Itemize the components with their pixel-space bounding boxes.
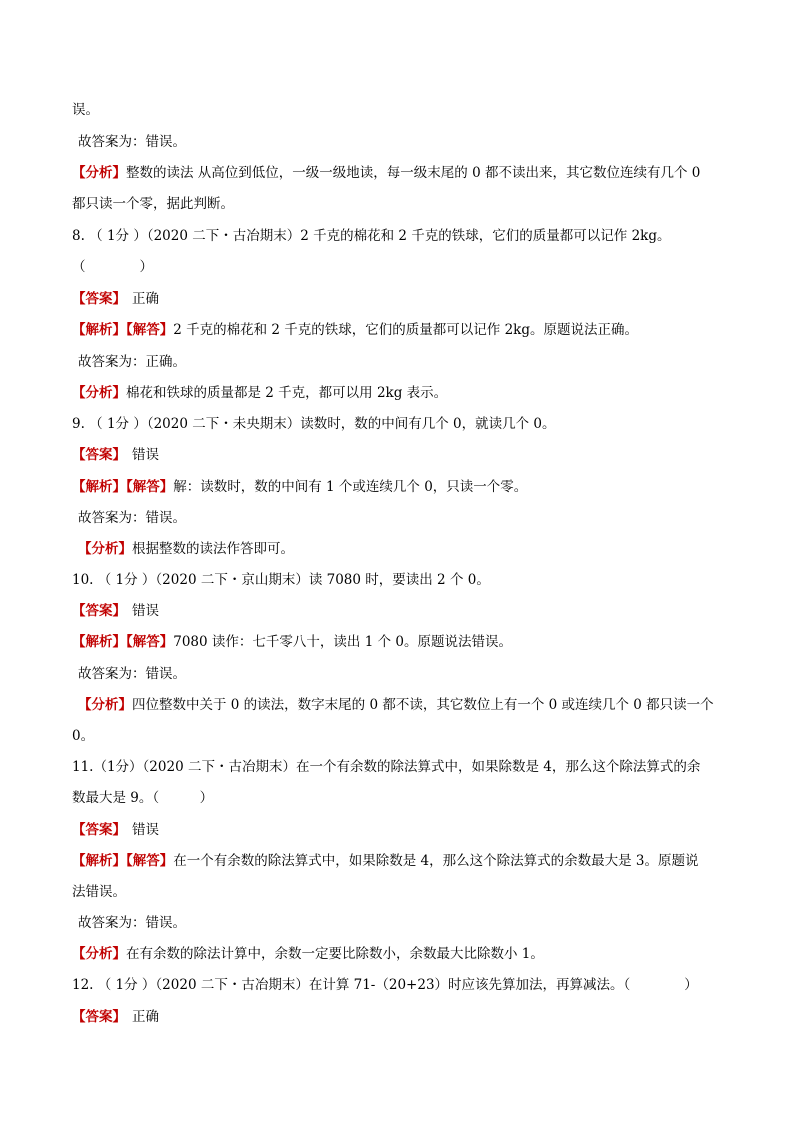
question-12: 12. （ 1分 ）（2020 二下・古冶期末）在计算 71-（20+23）时应该先算加法，再算减法。（ ） bbox=[72, 977, 698, 993]
answer-value: 正确 bbox=[132, 291, 159, 307]
question-11-solution bbox=[72, 852, 728, 872]
analysis-tag: 【分析】 bbox=[78, 541, 132, 557]
solution-tag: 【解析】【解答】 bbox=[72, 853, 174, 869]
analysis-text: 整数的读法 从高位到低位，一级一级地读，每一级末尾的 0 都不读出来，其它数位连续有几个 0 bbox=[126, 165, 701, 181]
solution-text: 解：读数时，数的中间有 1 个或连续几个 0，只读一个零。 bbox=[173, 479, 528, 495]
solution-tag: 【解析】【解答】 bbox=[72, 322, 174, 338]
analysis-tag: 【分析】 bbox=[72, 165, 126, 181]
text-line: 0。 bbox=[72, 728, 95, 744]
question-9-analysis bbox=[78, 540, 734, 560]
question-9-solution bbox=[72, 478, 728, 498]
question-11-cont: 数最大是 9。（ ） bbox=[72, 790, 214, 806]
question-11-final: 故答案为：错误。 bbox=[78, 915, 186, 931]
analysis-line bbox=[72, 164, 728, 184]
question-8-solution bbox=[72, 321, 728, 341]
answer-tag: 【答案】 bbox=[72, 603, 126, 619]
answer-value: 错误 bbox=[132, 822, 159, 838]
question-11: 11.（1分）（2020 二下・古冶期末）在一个有余数的除法算式中，如果除数是 4，那么这个除法算式的余 bbox=[72, 759, 701, 775]
analysis-text: 棉花和铁球的质量都是 2 千克，都可以用 2kg 表示。 bbox=[126, 385, 448, 401]
solution-text: 7080 读作：七千零八十，读出 1 个 0。原题说法错误。 bbox=[173, 634, 512, 650]
answer-value: 错误 bbox=[132, 603, 159, 619]
solution-text: 在一个有余数的除法算式中，如果除数是 4，那么这个除法算式的余数最大是 3。原题说 bbox=[173, 853, 699, 869]
question-8-answer bbox=[72, 290, 728, 310]
answer-tag: 【答案】 bbox=[72, 291, 126, 307]
analysis-tag: 【分析】 bbox=[72, 946, 126, 962]
question-8-final: 故答案为：正确。 bbox=[78, 354, 186, 370]
text-line: 法错误。 bbox=[72, 884, 126, 900]
analysis-text: 四位整数中关于 0 的读法，数字末尾的 0 都不读，其它数位上有一个 0 或连续几个 0 都只读一个 bbox=[132, 697, 714, 713]
solution-text: 2 千克的棉花和 2 千克的铁球，它们的质量都可以记作 2kg。原题说法正确。 bbox=[173, 322, 639, 338]
question-9-answer bbox=[72, 446, 728, 466]
question-8-analysis bbox=[72, 384, 728, 404]
answer-tag: 【答案】 bbox=[72, 447, 126, 463]
question-11-analysis bbox=[72, 945, 728, 965]
question-8: 8. （ 1分 ）（2020 二下・古冶期末）2 千克的棉花和 2 千克的铁球，它们的质量都可以记作 2kg。 bbox=[72, 228, 671, 244]
question-10-answer bbox=[72, 602, 728, 622]
question-9: 9. （ 1分 ）（2020 二下・未央期末）读数时，数的中间有几个 0，就读几个 0。 bbox=[72, 416, 556, 432]
question-11-answer bbox=[72, 821, 728, 841]
answer-value: 错误 bbox=[132, 447, 159, 463]
analysis-tag: 【分析】 bbox=[78, 697, 132, 713]
question-8-blank: （ ） bbox=[72, 259, 153, 275]
answer-tag: 【答案】 bbox=[72, 822, 126, 838]
analysis-text: 根据整数的读法作答即可。 bbox=[132, 541, 294, 557]
question-12-answer bbox=[72, 1008, 728, 1028]
analysis-text: 在有余数的除法计算中，余数一定要比除数小，余数最大比除数小 1。 bbox=[126, 946, 544, 962]
analysis-tag: 【分析】 bbox=[72, 385, 126, 401]
text-line: 误。 bbox=[72, 102, 99, 118]
text-line: 都只读一个零，据此判断。 bbox=[72, 196, 234, 212]
solution-tag: 【解析】【解答】 bbox=[72, 634, 174, 650]
question-10-analysis bbox=[78, 696, 734, 716]
question-9-final: 故答案为：错误。 bbox=[78, 510, 186, 526]
question-10: 10. （ 1分 ）（2020 二下・京山期末）读 7080 时，要读出 2 个 0。 bbox=[72, 572, 490, 588]
question-10-solution bbox=[72, 633, 728, 653]
final-answer-line: 故答案为：错误。 bbox=[78, 134, 186, 150]
answer-tag: 【答案】 bbox=[72, 1009, 126, 1025]
question-10-final: 故答案为：错误。 bbox=[78, 666, 186, 682]
answer-value: 正确 bbox=[132, 1009, 159, 1025]
solution-tag: 【解析】【解答】 bbox=[72, 479, 174, 495]
